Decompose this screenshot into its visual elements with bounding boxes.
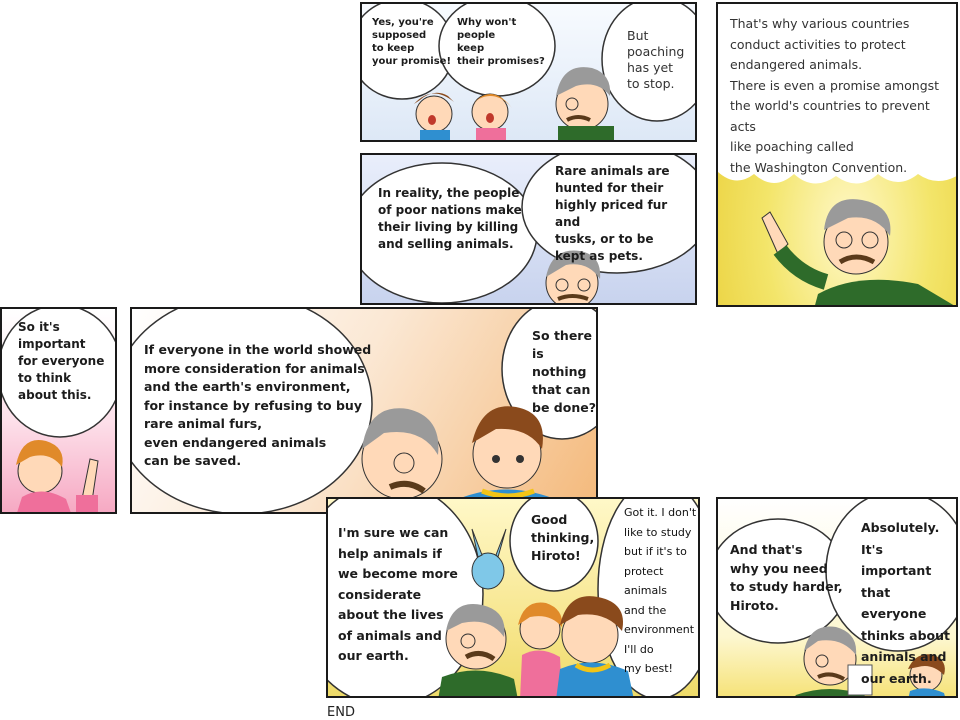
speech-boy-text: Why won't people keep their promises? — [457, 17, 545, 67]
girl-character-icon — [518, 602, 562, 698]
girl-character-icon — [470, 94, 512, 142]
speech-left-text: In reality, the people of poor nations make their living by killing and selling animals. — [378, 186, 522, 251]
speech-teacher-text: If everyone in the world showed more consideration for animals and the earth's environment, for instance by refusing to buy rare animal furs, even endangered animals can be saved. — [144, 342, 372, 468]
speech-right-text: Rare animals are hunted for their highly priced fur and tusks, or to be kept as pets. — [555, 164, 670, 263]
speech-text: So it's important for everyone to think about this. — [18, 320, 105, 402]
speech-left-text: And that's why you need to study harder, Hiroto. — [730, 542, 843, 613]
end-label: END — [327, 705, 355, 720]
boy-character-icon — [414, 93, 454, 142]
comic-panel-6 — [326, 497, 700, 698]
comic-panel-1 — [360, 2, 697, 142]
comic-panel-5 — [130, 307, 598, 514]
rabbit-mascot-icon — [472, 529, 506, 589]
speech-teacher-text: But poaching has yet to stop. — [627, 28, 685, 91]
comic-panel-4 — [0, 307, 117, 514]
speech-girl-text: Yes, you're supposed to keep your promise! — [372, 17, 452, 67]
teacher-pointing-character-icon — [762, 199, 958, 307]
comic-panel-2 — [716, 2, 958, 307]
narration-text: That's why various countries conduct activities to protect endangered animals. There is even a promise amongst the world's countries to prevent acts like poaching called the Washington Convention. — [730, 16, 940, 175]
teacher-character-icon — [362, 408, 442, 499]
comic-panel-3 — [360, 153, 697, 305]
speech-left-text: I'm sure we can help animals if we become more considerate about the lives of animals and our earth. — [338, 525, 458, 663]
speech-right-text: Got it. I don't like to study but if it's to protect animals and the environment I'll do my best! — [624, 506, 697, 675]
speech-middle-text: Good thinking, Hiroto! — [531, 512, 595, 563]
speech-right-text: Absolutely. It's important that everyone thinks about animals and our earth. — [861, 520, 951, 686]
comic-panel-7 — [716, 497, 958, 698]
girl-character-icon — [16, 440, 98, 514]
teacher-character-icon — [556, 67, 614, 142]
speech-boy-text: So there is nothing that can be done? — [532, 328, 596, 415]
